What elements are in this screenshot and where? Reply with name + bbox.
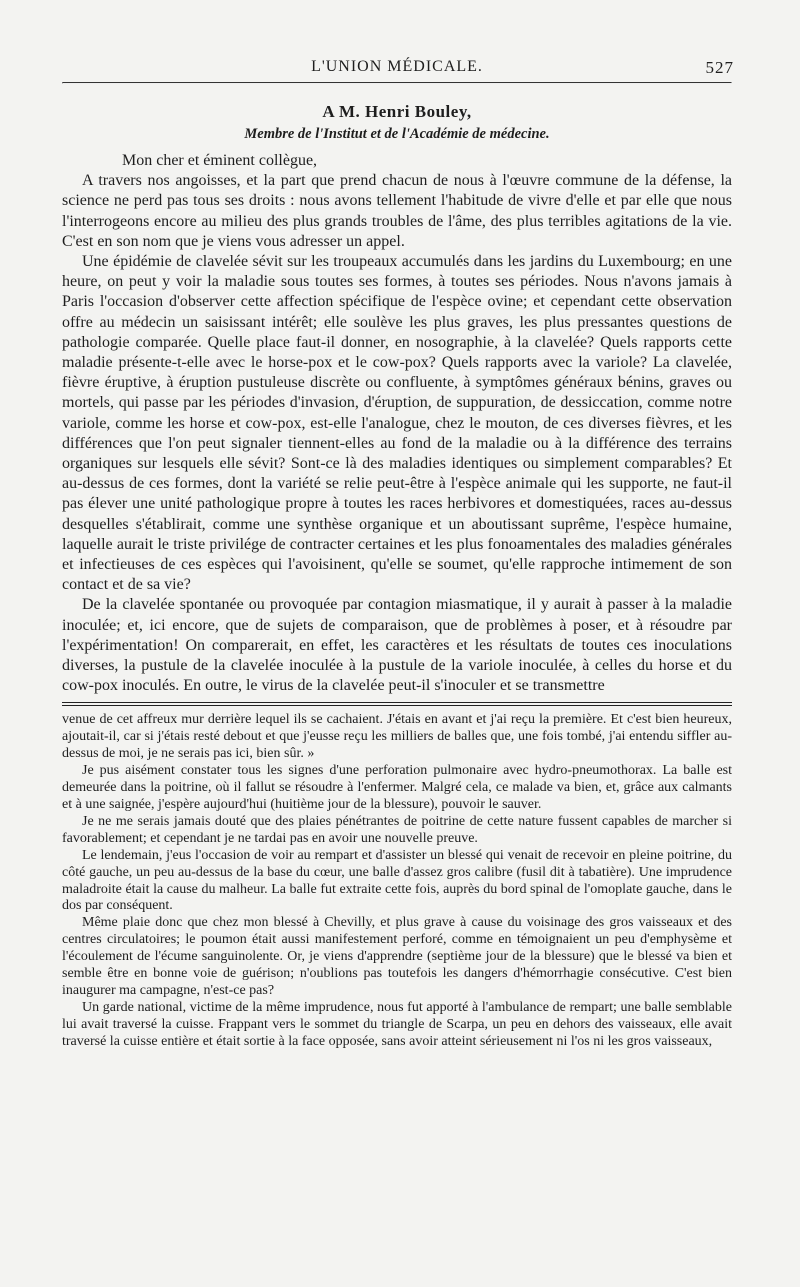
paragraph: A travers nos angoisses, et la part que prend chacun de nous à l'œuvre commune de la défense, la science ne perd pas tous ses droits : nous avons tellement l'habitude de vivre d'elle et par elle que nous l'interrogeons encore au milieu des plus grands troubles de l'âme, des plus terribles agitations de la vie. C'est en son nom que je viens vous adresser un appel.: [62, 172, 732, 250]
salutation: Mon cher et éminent collègue,: [122, 152, 318, 169]
journal-title: L'UNION MÉDICALE.: [311, 58, 483, 75]
note-paragraph: Un garde national, victime de la même imprudence, nous fut apporté à l'ambulance de rempart; une balle semblable lui avait traversé la cuisse. Frappant vers le sommet du triangle de Scarpa, un peu en dehors des vaisseaux, elle avait traversé la cuisse entière et était sortie à la face opposée, sans avoir atteint sérieusement ni l'os ni les gros vaisseaux,: [62, 999, 732, 1049]
note-paragraph: Le lendemain, j'eus l'occasion de voir au rempart et d'assister un blessé qui venait de recevoir en pleine poitrine, du côté gauche, un peu au-dessus de la base du cœur, une balle d'assez gros calibre (fusil dit à tabatière). Une imprudence maladroite était la cause du malheur. La balle fut extraite cette fois, auprès du bord spinal de l'omoplate gauche, dans le dos par conséquent.: [62, 847, 732, 914]
page: [62, 52, 732, 1051]
paragraph: De la clavelée spontanée ou provoquée par contagion miasmatique, il y aurait à passer à la maladie inoculée; et, ici encore, que de sujets de comparaison, que de problèmes à poser, et à résoudre par l'expérimentation! On comparerait, en effet, les caractères et les résultats de toutes ces inoculations diverses, la pustule de la clavelée inoculée à la pustule de la variole inoculée, à celles du horse et du cow-pox inoculés. En outre, le virus de la clavelée peut-il s'inoculer et se transmettre: [62, 596, 732, 695]
note-paragraph: venue de cet affreux mur derrière lequel ils se cachaient. J'étais en avant et j'ai reçu la première. Et c'est bien heureux, ajoutait-il, car si j'étais resté debout et que j'eusse reçu les milliers de balles que, une fois tombé, j'ai entendu siffler au-dessus de moi, je ne serais pas ici, bien sûr. »: [62, 712, 732, 762]
running-head: [62, 52, 732, 82]
note-paragraph: Je pus aisément constater tous les signes d'une perforation pulmonaire avec hydro-pneumothorax. La balle est demeurée dans la poitrine, où il fallut se résoudre à l'enfermer. Malgré cela, ce malade va bien, et, grâce aux calmants et à une saignée, j'espère aujourd'hui (huitième jour de la blessure), pouvoir le sauver.: [62, 763, 732, 813]
page-number: 527: [705, 58, 734, 77]
section-divider: [62, 702, 732, 706]
continued-feuilleton: [62, 712, 732, 1050]
note-paragraph: Je ne me serais jamais douté que des plaies pénétrantes de poitrine de cette nature fussent capables de marcher si favorablement; et cependant je ne tardai pas en avoir une nouvelle preuve.: [62, 813, 732, 846]
note-paragraph: Même plaie donc que chez mon blessé à Chevilly, et plus grave à cause du voisinage des gros vaisseaux et des centres circulatoires; le poumon était aussi manifestement perforé, comme en témoignaient un peu d'emphysème et l'écoulement de l'écume sanguinolente. Or, je viens d'apprendre (septième jour de la blessure) que le blessé va bien et semble être en bonne voie de guérison; n'oublions pas toutefois les dangers d'hémorrhagie consécutive. C'est bien inaugurer ma campagne, n'est-ce pas?: [62, 915, 732, 998]
letter-body: [62, 151, 732, 696]
paragraph: Une épidémie de clavelée sévit sur les troupeaux accumulés dans les jardins du Luxembourg; en une heure, on peut y voir la maladie sous toutes ses formes, à toutes ses périodes. Nous n'avons jamais à Paris l'occasion d'observer cette affection spécifique de l'espèce ovine; et cependant cette observation offre au médecin un saisissant intérêt; elle soulève les plus graves, les plus pressantes questions de pathologie comparée. Quelle place faut-il donner, en nosographie, à la clavelée? Quels rapports cette maladie présente-t-elle avec le horse-pox et le cow-pox? Quels rapports avec la variole? La clavelée, fièvre éruptive, à éruption pustuleuse discrète ou confluente, à symptômes généraux bénins, graves ou mortels, qui passe par les périodes d'invasion, d'éruption, de suppuration, de dessiccation, comme notre variole, comme les horse et cow-pox, est-elle l'analogue, chez le mouton, de ces diverses fièvres, et les différences que l'on peut signaler tiennent-elles au fond de la maladie ou à la différence des terrains organiques sur lesquels elle sévit? Sont-ce là des maladies identiques ou simplement comparables? Et au-dessus de ces formes, dont la variété se relie peut-être à l'espèce animale qui les supporte, ne faut-il pas élever une unité pathologique propre à toutes les races herbivores et domestiquées, races au-dessus desquelles s'établirait, comme une synthèse organique et un aboutissant suprême, l'espèce humaine, laquelle aurait le triste privilége de contracter certaines et les plus fonoamentales des maladies générales et infectieuses de ces espèces qui l'avoisinent, qu'elle se soumet, qu'elle rapproche intimement de son contact et de sa vie?: [62, 253, 732, 594]
addressee-title: Membre de l'Institut et de l'Académie de médecine.: [244, 126, 550, 142]
header-rule: [62, 82, 732, 84]
letter-addressee: A M. Henri Bouley,: [322, 102, 472, 121]
